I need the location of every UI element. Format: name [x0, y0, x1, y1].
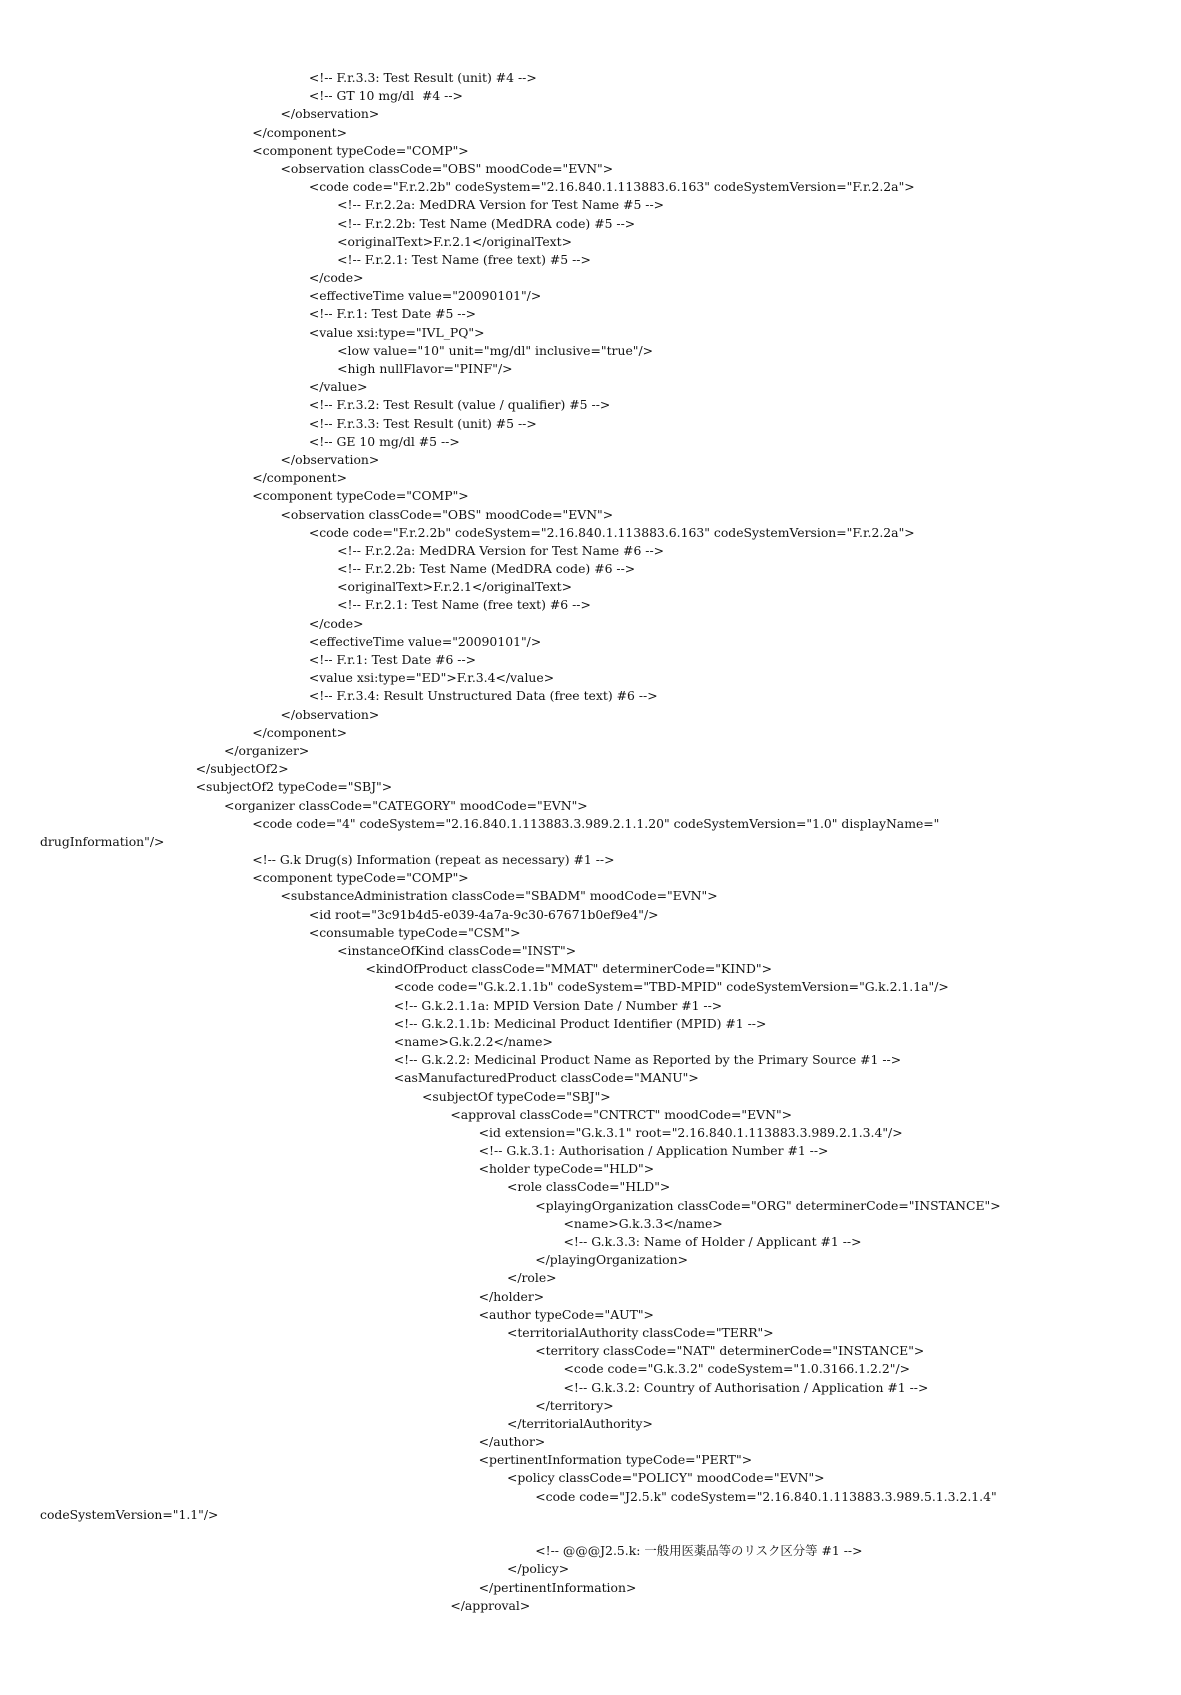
code-line: </policy>	[506, 1561, 570, 1577]
code-line: </territory>	[535, 1397, 614, 1413]
code-line: <!-- F.r.2.2b: Test Name (MedDRA code) #6 -->	[337, 561, 636, 577]
code-line: <!-- F.r.1: Test Date #5 -->	[308, 306, 477, 322]
code-line: drugInformation"/>	[40, 833, 165, 849]
code-line: </holder>	[478, 1288, 545, 1304]
code-line: </component>	[252, 724, 348, 740]
code-line	[40, 1524, 1160, 1542]
code-line: <effectiveTime value="20090101"/>	[308, 288, 542, 304]
code-line: <role classCode="HLD">	[506, 1179, 671, 1195]
code-line: <substanceAdministration classCode="SBADM" moodCode="EVN">	[280, 888, 718, 904]
code-line: <playingOrganization classCode="ORG" determinerCode="INSTANCE">	[535, 1197, 1001, 1213]
code-line: <component typeCode="COMP">	[252, 488, 469, 504]
code-line: </role>	[506, 1270, 557, 1286]
code-line: <subjectOf typeCode="SBJ">	[422, 1088, 611, 1104]
code-line: <id root="3c91b4d5-e039-4a7a-9c30-67671b0ef9e4"/>	[308, 906, 659, 922]
code-line: <!-- F.r.2.2a: MedDRA Version for Test Name #6 -->	[337, 542, 665, 558]
code-line: <name>G.k.3.3</name>	[563, 1215, 723, 1231]
code-line: <consumable typeCode="CSM">	[308, 924, 521, 940]
code-line: <!-- GT 10 mg/dl #4 -->	[308, 88, 463, 104]
code-line: <name>G.k.2.2</name>	[393, 1033, 553, 1049]
code-line: <!-- G.k.3.3: Name of Holder / Applicant #1 -->	[563, 1234, 862, 1249]
code-line: <code code="G.k.2.1.1b" codeSystem="TBD-MPID" codeSystemVersion="G.k.2.1.1a"/>	[393, 979, 949, 995]
code-line: <effectiveTime value="20090101"/>	[308, 633, 542, 649]
code-line: </pertinentInformation>	[478, 1579, 637, 1595]
code-line: </observation>	[280, 106, 380, 122]
code-line: <code code="F.r.2.2b" codeSystem="2.16.840.1.113883.6.163" codeSystemVersion="F.r.2.2a">	[308, 179, 915, 195]
code-line: </author>	[478, 1434, 546, 1450]
code-line: </territorialAuthority>	[506, 1415, 653, 1431]
code-line: <observation classCode="OBS" moodCode="EVN">	[280, 506, 614, 522]
code-line: <!-- @@@J2.5.k: 一般用医薬品等のリスク区分等 #1 -->	[535, 1543, 863, 1559]
code-line: </organizer>	[223, 742, 310, 758]
code-line: </approval>	[450, 1597, 531, 1613]
code-line: <value xsi:type="ED">F.r.3.4</value>	[308, 670, 555, 686]
code-line: </playingOrganization>	[535, 1252, 688, 1268]
code-line: <!-- F.r.2.2b: Test Name (MedDRA code) #5 -->	[337, 215, 636, 231]
code-line: <!-- F.r.3.2: Test Result (value / qualifier) #5 -->	[308, 397, 611, 413]
code-line: <asManufacturedProduct classCode="MANU">	[393, 1070, 699, 1086]
code-line: <!-- F.r.3.4: Result Unstructured Data (free text) #6 -->	[308, 688, 658, 704]
code-line: <low value="10" unit="mg/dl" inclusive="true"/>	[337, 342, 654, 358]
code-line: <!-- G.k.2.1.1a: MPID Version Date / Number #1 -->	[393, 997, 723, 1013]
code-line: </code>	[308, 615, 364, 631]
code-line: <code code="4" codeSystem="2.16.840.1.113883.3.989.2.1.1.20" codeSystemVersion="1.0" displayName="	[252, 815, 940, 831]
code-line: <!-- G.k.2.1.1b: Medicinal Product Identifier (MPID) #1 -->	[393, 1015, 767, 1031]
code-line: <author typeCode="AUT">	[478, 1306, 654, 1322]
code-line: <subjectOf2 typeCode="SBJ">	[195, 779, 393, 795]
code-line: <policy classCode="POLICY" moodCode="EVN">	[506, 1470, 825, 1486]
code-line: <observation classCode="OBS" moodCode="EVN">	[280, 160, 614, 176]
code-line: </component>	[252, 124, 348, 140]
code-line: <!-- G.k.2.2: Medicinal Product Name as Reported by the Primary Source #1 -->	[393, 1052, 902, 1068]
code-line: <!-- G.k.3.1: Authorisation / Application Number #1 -->	[478, 1143, 829, 1159]
code-line: <code code="F.r.2.2b" codeSystem="2.16.840.1.113883.6.163" codeSystemVersion="F.r.2.2a">	[308, 524, 915, 540]
code-line: </observation>	[280, 706, 380, 722]
code-line: <value xsi:type="IVL_PQ">	[308, 324, 485, 340]
code-line: <component typeCode="COMP">	[252, 142, 469, 158]
code-line: <territory classCode="NAT" determinerCode="INSTANCE">	[535, 1343, 925, 1359]
code-line: </component>	[252, 470, 348, 486]
code-line: <!-- F.r.2.1: Test Name (free text) #6 -->	[337, 597, 591, 613]
code-line: <!-- F.r.1: Test Date #6 -->	[308, 652, 477, 667]
code-line: <instanceOfKind classCode="INST">	[337, 943, 577, 958]
code-line: <code code="J2.5.k" codeSystem="2.16.840.1.113883.3.989.5.1.3.2.1.4"	[535, 1488, 997, 1504]
code-line: <territorialAuthority classCode="TERR">	[506, 1324, 774, 1340]
code-line: <!-- F.r.3.3: Test Result (unit) #4 -->	[308, 70, 537, 85]
code-line: </value>	[308, 379, 368, 395]
code-line: <!-- F.r.2.2a: MedDRA Version for Test Name #5 -->	[337, 197, 665, 213]
code-line: <originalText>F.r.2.1</originalText>	[337, 579, 572, 595]
code-line: <originalText>F.r.2.1</originalText>	[337, 233, 572, 249]
code-line: </observation>	[280, 451, 380, 467]
code-line: <!-- G.k.3.2: Country of Authorisation / Application #1 -->	[563, 1379, 929, 1395]
code-line: <organizer classCode="CATEGORY" moodCode="EVN">	[223, 797, 588, 813]
code-line: </code>	[308, 270, 364, 286]
code-line: codeSystemVersion="1.1"/>	[40, 1506, 219, 1522]
code-line: <!-- F.r.3.3: Test Result (unit) #5 -->	[308, 415, 537, 431]
code-line: <id extension="G.k.3.1" root="2.16.840.1.113883.3.989.2.1.3.4"/>	[478, 1124, 903, 1140]
code-line: </subjectOf2>	[195, 761, 289, 777]
xml-code-listing	[40, 69, 1160, 1615]
code-line: <pertinentInformation typeCode="PERT">	[478, 1452, 753, 1468]
code-line: <kindOfProduct classCode="MMAT" determinerCode="KIND">	[365, 961, 773, 977]
code-line: <!-- F.r.2.1: Test Name (free text) #5 -->	[337, 251, 591, 267]
code-line: <holder typeCode="HLD">	[478, 1161, 655, 1177]
code-line: <code code="G.k.3.2" codeSystem="1.0.3166.1.2.2"/>	[563, 1361, 911, 1377]
code-line: <approval classCode="CNTRCT" moodCode="EVN">	[450, 1106, 793, 1122]
code-line: <high nullFlavor="PINF"/>	[337, 361, 513, 376]
code-line: <!-- G.k Drug(s) Information (repeat as necessary) #1 -->	[252, 852, 615, 868]
code-line: <component typeCode="COMP">	[252, 870, 469, 886]
code-line: <!-- GE 10 mg/dl #5 -->	[308, 433, 460, 449]
